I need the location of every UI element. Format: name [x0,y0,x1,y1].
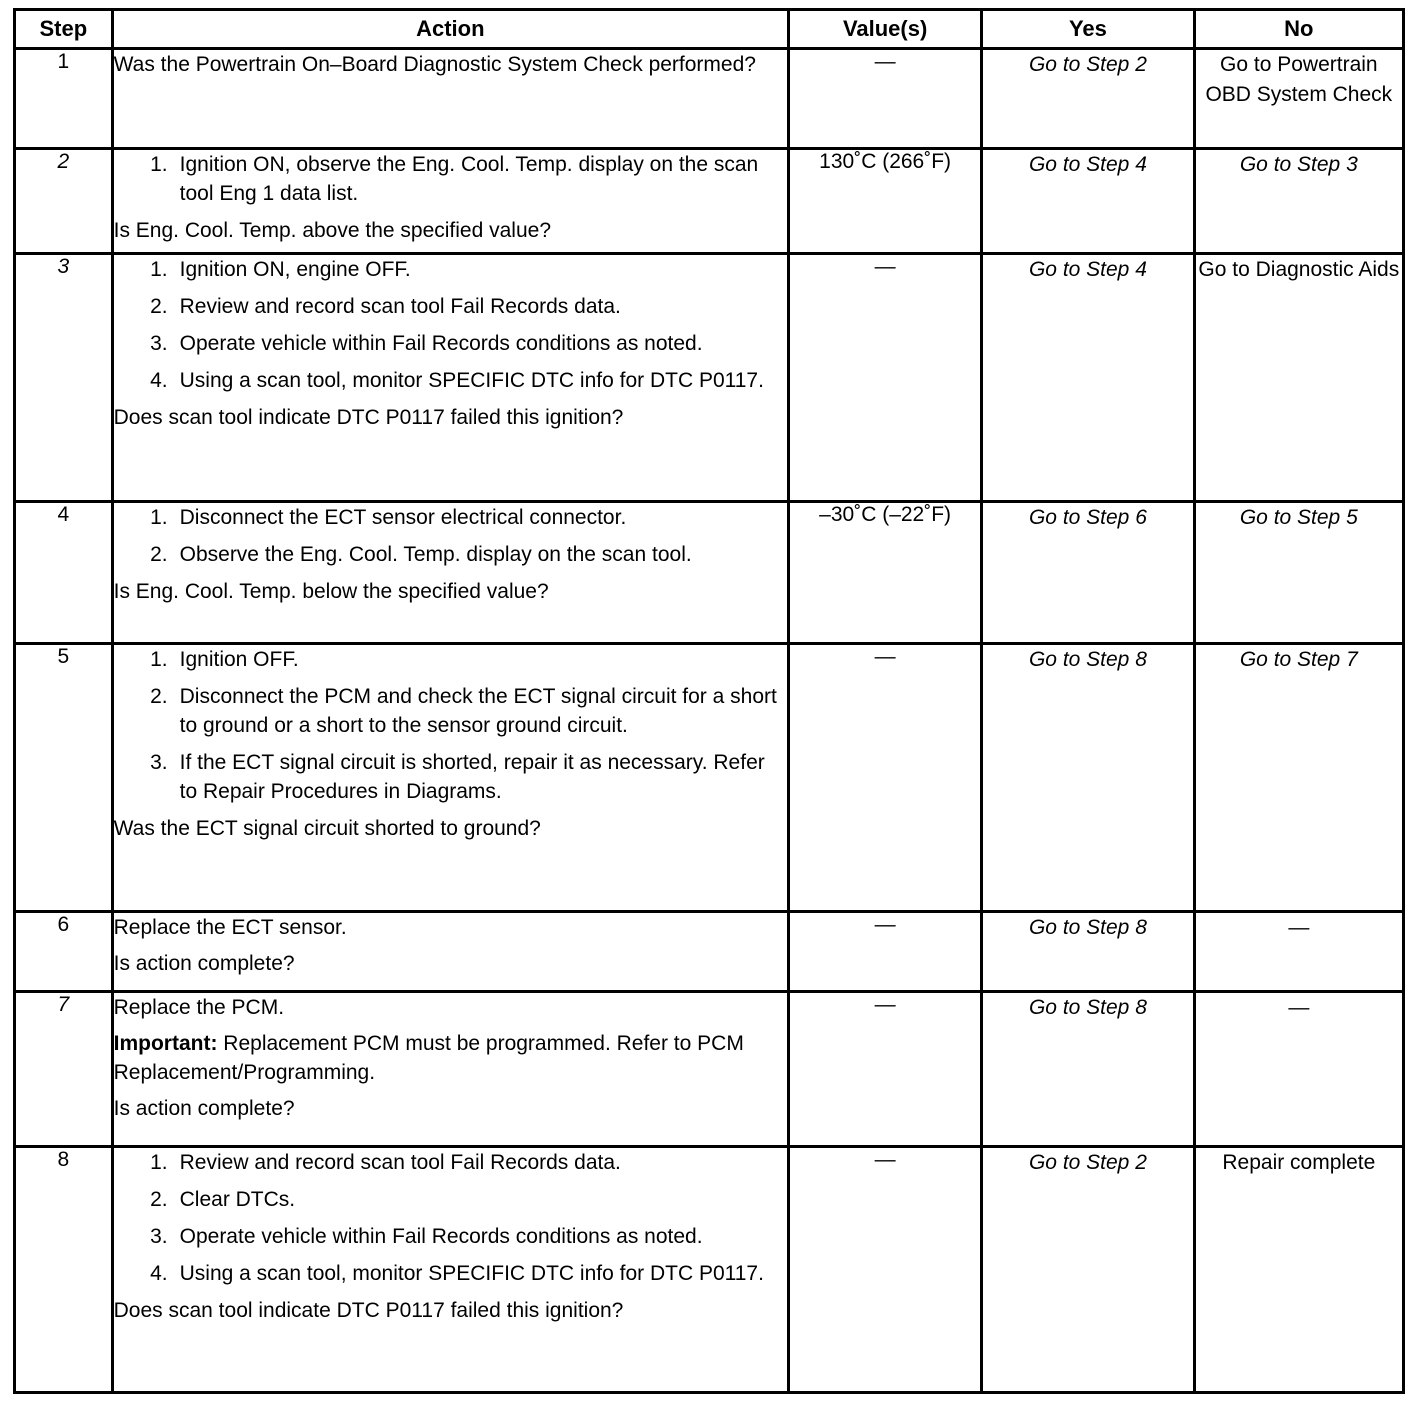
no-cell: Go to Diagnostic Aids [1194,254,1403,502]
action-question: Is Eng. Cool. Temp. above the specified value? [113,219,552,242]
no-goto: Go to Step 5 [1239,506,1358,529]
header-values: Value(s) [789,10,982,49]
no-cell [1194,149,1403,254]
no-cell: — [1194,912,1403,992]
value-cell: — [789,49,982,149]
action-step: 4. Using a scan tool, monitor SPECIFIC DTC info for DTC P0117. [150,1262,764,1285]
action-question: Does scan tool indicate DTC P0117 failed this ignition? [113,406,624,429]
value-cell: –30˚C (–22˚F) [789,502,982,644]
value-cell: — [789,1147,982,1393]
header-step: Step [15,10,113,49]
important-note [114,1029,787,1087]
no-cell [1194,502,1403,644]
action-text: Was the Powertrain On–Board Diagnostic System Check performed? [113,53,756,76]
yes-goto: Go to Step 8 [1028,916,1147,939]
no-cell: Go to Powertrain OBD System Check [1194,49,1403,149]
value-cell: — [789,644,982,912]
action-steps [114,1148,787,1296]
value-cell: — [789,992,982,1147]
action-cell [112,502,788,644]
table-row [15,149,1404,254]
action-step: 3. If the ECT signal circuit is shorted, repair it as necessary. Refer to Repair Procedures in Diagrams. [150,751,765,803]
yes-goto: Go to Step 6 [1028,506,1147,529]
yes-goto: Go to Step 2 [1028,1151,1147,1174]
yes-goto: Go to Step 2 [1028,53,1147,76]
action-step: 1. Ignition ON, engine OFF. [150,258,411,281]
table-row [15,254,1404,502]
table-row [15,644,1404,912]
diagnostic-table [13,8,1405,1394]
no-goto: Go to Step 7 [1239,648,1358,671]
action-step: 2. Review and record scan tool Fail Records data. [150,295,621,318]
yes-cell [982,49,1194,149]
step-number: 1 [15,49,113,149]
yes-goto: Go to Step 8 [1028,996,1147,1019]
yes-cell [982,502,1194,644]
action-steps [114,645,787,814]
action-question: Does scan tool indicate DTC P0117 failed this ignition? [113,1299,624,1322]
action-steps [114,150,787,216]
header-yes: Yes [982,10,1194,49]
table-row [15,1147,1404,1393]
action-cell [112,49,788,149]
step-number: 6 [15,912,113,992]
yes-goto: Go to Step 8 [1028,648,1147,671]
table-row [15,49,1404,149]
yes-cell [982,992,1194,1147]
no-cell: — [1194,992,1403,1147]
action-step: 2. Observe the Eng. Cool. Temp. display on the scan tool. [150,543,692,566]
action-cell [112,912,788,992]
action-step: 2. Disconnect the PCM and check the ECT signal circuit for a short to ground or a short to the sensor ground circuit. [150,685,777,737]
step-number: 2 [15,149,113,254]
header-row [15,10,1404,49]
important-label: Important: [113,1032,218,1055]
table-row [15,992,1404,1147]
value-cell: — [789,912,982,992]
yes-cell [982,149,1194,254]
value-cell: 130˚C (266˚F) [789,149,982,254]
yes-cell [982,644,1194,912]
action-cell [112,992,788,1147]
action-step: 4. Using a scan tool, monitor SPECIFIC DTC info for DTC P0117. [150,369,764,392]
step-number: 7 [15,992,113,1147]
action-question: Is Eng. Cool. Temp. below the specified value? [113,580,549,603]
action-step: 1. Ignition ON, observe the Eng. Cool. Temp. display on the scan tool Eng 1 data list. [150,153,759,205]
action-question: Is action complete? [113,1097,295,1120]
action-step: 1. Ignition OFF. [150,648,299,671]
action-question: Is action complete? [113,952,295,975]
yes-goto: Go to Step 4 [1028,258,1147,281]
table-row [15,502,1404,644]
no-cell: Repair complete [1194,1147,1403,1393]
action-step: 2. Clear DTCs. [150,1188,296,1211]
step-number: 3 [15,254,113,502]
yes-cell [982,912,1194,992]
table-row [15,912,1404,992]
important-text: Replacement PCM must be programmed. Refer to PCM Replacement/Programming. [113,1032,744,1084]
header-no: No [1194,10,1403,49]
step-number: 5 [15,644,113,912]
action-cell [112,1147,788,1393]
step-number: 8 [15,1147,113,1393]
yes-cell [982,254,1194,502]
action-cell [112,644,788,912]
action-step: 3. Operate vehicle within Fail Records conditions as noted. [150,1225,703,1248]
header-action: Action [112,10,788,49]
value-cell: — [789,254,982,502]
action-steps [114,255,787,403]
action-question: Was the ECT signal circuit shorted to ground? [113,817,541,840]
step-number: 4 [15,502,113,644]
action-steps [114,503,787,577]
no-goto: Go to Step 3 [1239,153,1358,176]
action-step: 3. Operate vehicle within Fail Records conditions as noted. [150,332,703,355]
action-text: Replace the PCM. [113,996,285,1019]
yes-goto: Go to Step 4 [1028,153,1147,176]
yes-cell [982,1147,1194,1393]
action-step: 1. Review and record scan tool Fail Records data. [150,1151,621,1174]
no-cell [1194,644,1403,912]
action-cell [112,254,788,502]
action-text: Replace the ECT sensor. [113,916,347,939]
action-cell [112,149,788,254]
action-step: 1. Disconnect the ECT sensor electrical connector. [150,506,627,529]
